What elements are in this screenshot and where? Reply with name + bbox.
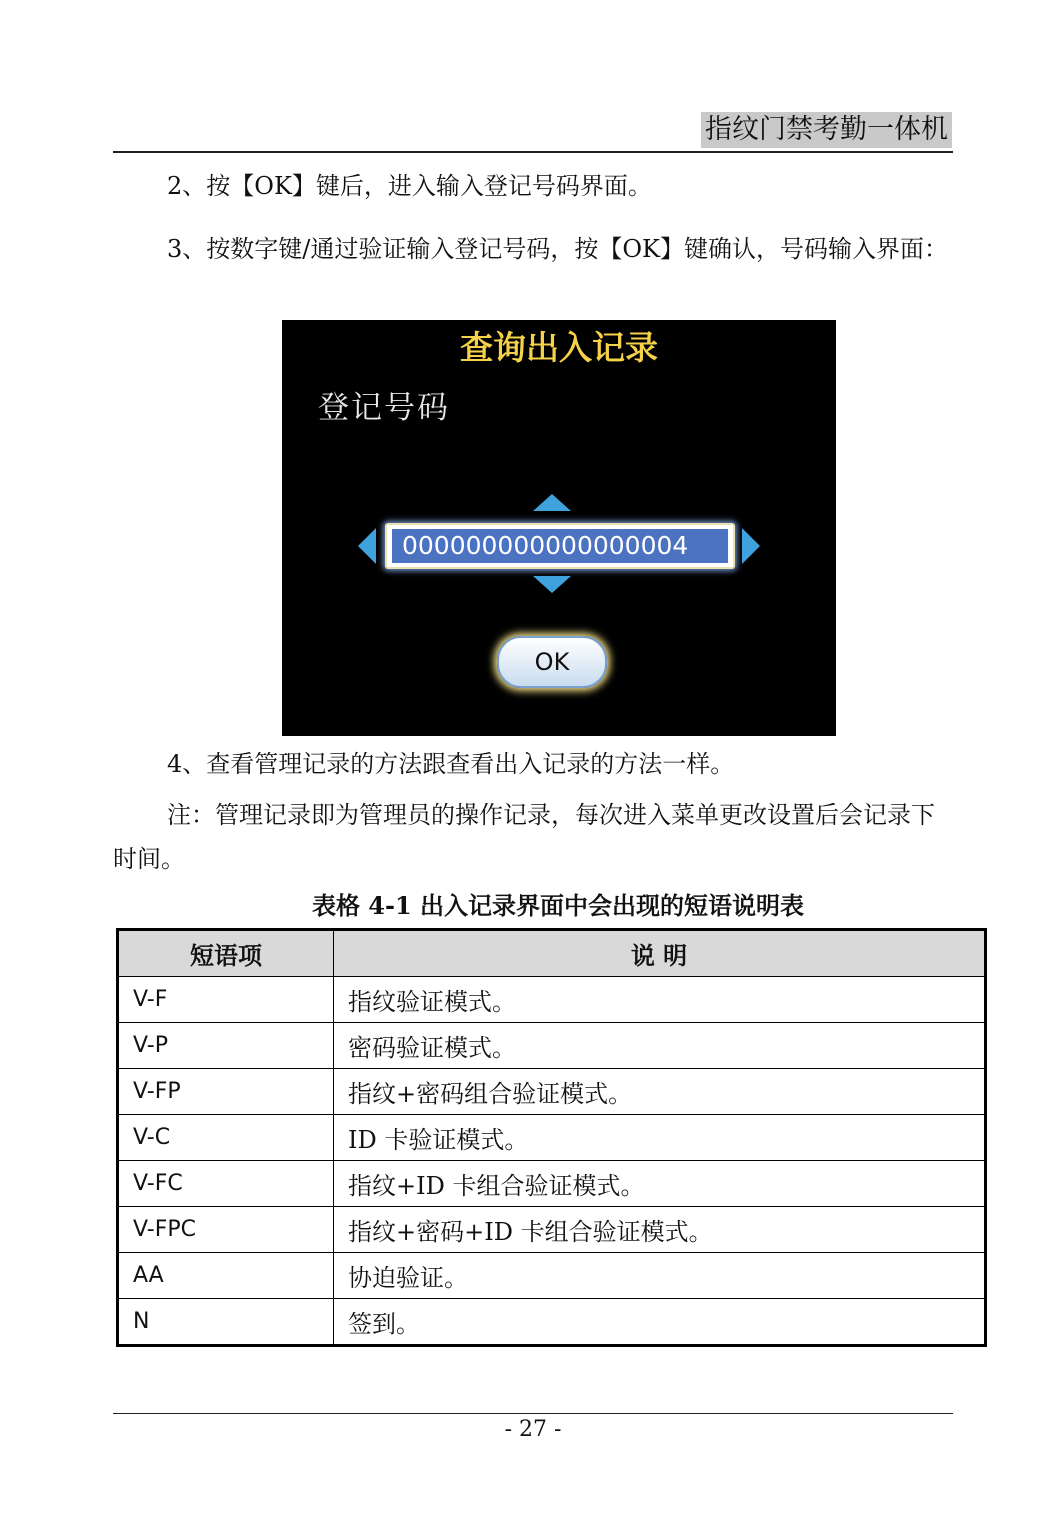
table-row: [118, 1253, 986, 1299]
step-4-text: 4、查看管理记录的方法跟查看出入记录的方法一样。: [167, 750, 735, 778]
phrase-table: [116, 928, 987, 1347]
description-cell: 签到。: [334, 1299, 986, 1346]
description-cell: 协迫验证。: [334, 1253, 986, 1299]
phrase-cell: V-FC: [118, 1161, 334, 1207]
description-cell: 指纹+ID 卡组合验证模式。: [334, 1161, 986, 1207]
table-header-row: [118, 930, 986, 977]
table-row: [118, 1207, 986, 1253]
phrase-cell: V-FPC: [118, 1207, 334, 1253]
table-header-phrase: 短语项: [118, 930, 334, 977]
note-text: 注：管理记录即为管理员的操作记录，每次进入菜单更改设置后会记录下时间。: [113, 801, 935, 873]
arrow-up-icon[interactable]: [533, 494, 571, 511]
description-cell: 指纹+密码+ID 卡组合验证模式。: [334, 1207, 986, 1253]
table-row: [118, 1023, 986, 1069]
step-3-text: 3、按数字键/通过验证输入登记号码，按【OK】键确认，号码输入界面：: [167, 235, 948, 263]
ok-button[interactable]: OK: [497, 636, 607, 688]
device-screen: [282, 320, 836, 736]
table-row: [118, 1069, 986, 1115]
table-row: [118, 1299, 986, 1346]
registration-number-value: 000000000000000004: [392, 529, 728, 563]
arrow-right-icon[interactable]: [742, 528, 760, 564]
description-cell: 指纹验证模式。: [334, 977, 986, 1023]
phrase-cell: V-C: [118, 1115, 334, 1161]
step-2-text: 2、按【OK】键后，进入输入登记号码界面。: [167, 172, 652, 200]
arrow-left-icon[interactable]: [358, 528, 376, 564]
table-row: [118, 977, 986, 1023]
registration-number-label: 登记号码: [318, 390, 450, 426]
phrase-cell: V-F: [118, 977, 334, 1023]
page-number: - 27 -: [504, 1417, 562, 1442]
description-cell: 指纹+密码组合验证模式。: [334, 1069, 986, 1115]
table-caption: 表格 4-1 出入记录界面中会出现的短语说明表: [311, 891, 805, 920]
screen-title: 查询出入记录: [460, 328, 658, 367]
description-cell: ID 卡验证模式。: [334, 1115, 986, 1161]
description-cell: 密码验证模式。: [334, 1023, 986, 1069]
table-row: [118, 1161, 986, 1207]
table-row: [118, 1115, 986, 1161]
registration-number-input[interactable]: [385, 523, 735, 569]
phrase-cell: N: [118, 1299, 334, 1346]
phrase-cell: AA: [118, 1253, 334, 1299]
header-title: 指纹门禁考勤一体机: [701, 112, 952, 148]
arrow-down-icon[interactable]: [533, 576, 571, 593]
phrase-cell: V-FP: [118, 1069, 334, 1115]
table-header-description: 说 明: [334, 930, 986, 977]
footer-divider: [113, 1413, 953, 1414]
phrase-cell: V-P: [118, 1023, 334, 1069]
header-divider: [113, 151, 953, 153]
